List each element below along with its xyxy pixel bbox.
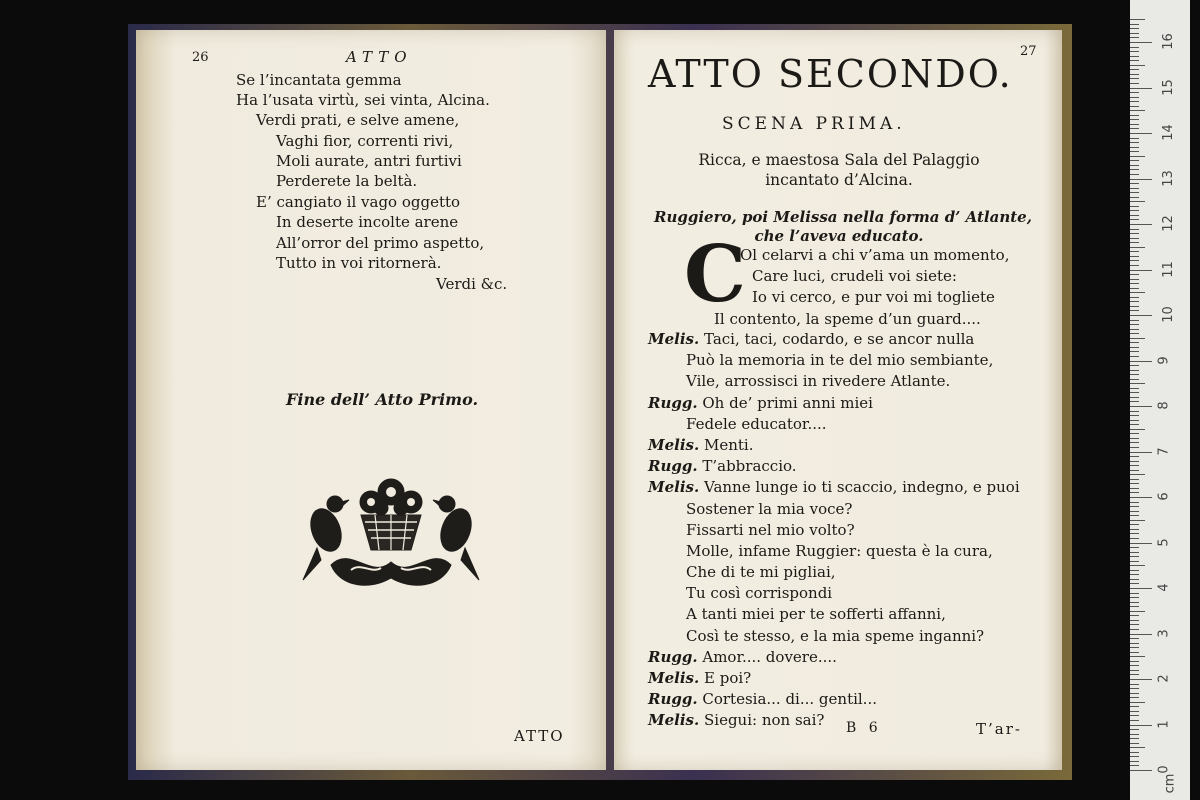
ruler-tick [1130, 684, 1139, 685]
ruler-tick [1130, 56, 1139, 57]
ruler-tick [1130, 256, 1139, 257]
signature-mark: B 6 [846, 720, 882, 736]
ruler-tick [1130, 561, 1139, 562]
line-text: Vile, arrossisci in rivedere Atlante. [686, 372, 951, 391]
ruler-tick [1130, 411, 1139, 412]
drop-cap: C [684, 229, 747, 320]
ruler-tick [1130, 492, 1139, 493]
ruler-tick [1130, 356, 1139, 357]
ruler-number: 15 [1160, 78, 1176, 96]
line-text: A tanti miei per te sofferti affanni, [686, 605, 946, 624]
ruler-tick [1130, 401, 1139, 402]
line-text: Menti. [704, 435, 754, 454]
ruler-tick [1130, 738, 1139, 739]
verse-line: Perderete la beltà. [276, 172, 418, 190]
speaker: Rugg. [648, 690, 698, 709]
dialogue-line [648, 584, 1048, 605]
ruler-tick [1130, 338, 1145, 339]
ruler-tick [1130, 511, 1139, 512]
page-number: 27 [1020, 44, 1037, 59]
ruler-tick [1130, 583, 1139, 584]
ruler-tick [1130, 124, 1139, 125]
ruler-tick [1130, 351, 1139, 352]
open-book [128, 24, 1072, 780]
ruler-tick [1130, 615, 1139, 616]
ruler-tick [1130, 119, 1139, 120]
ruler-number: 11 [1160, 260, 1176, 278]
ruler-tick [1130, 383, 1145, 384]
ruler-tick [1130, 579, 1139, 580]
ruler-tick [1130, 442, 1139, 443]
right-page [614, 30, 1062, 770]
speaker: Rugg. [648, 647, 698, 666]
dialogue-line [648, 457, 1048, 478]
line-text: Taci, taci, codardo, e se ancor nulla [704, 330, 975, 348]
ruler-tick [1130, 747, 1145, 748]
dialogue-line [648, 478, 1048, 499]
ruler-tick [1130, 661, 1139, 662]
ruler-tick [1130, 611, 1145, 612]
ruler-tick [1130, 247, 1145, 248]
ruler-number: 14 [1160, 124, 1176, 141]
ruler-tick [1130, 229, 1139, 230]
ruler-tick [1130, 279, 1139, 280]
ruler-tick [1130, 415, 1139, 416]
ruler-number: 4 [1156, 583, 1172, 592]
line-text: Molle, infame Ruggier: questa è la cura, [686, 541, 993, 560]
verse-line: Verdi &c. [436, 275, 508, 293]
ruler-tick [1130, 465, 1139, 466]
ruler-tick [1130, 147, 1139, 148]
ruler-tick [1130, 629, 1139, 630]
ruler-tick [1130, 424, 1139, 425]
ruler-tick [1130, 33, 1139, 34]
end-of-act: Fine dell’ Atto Primo. [286, 390, 479, 409]
ruler-number: 3 [1156, 628, 1172, 638]
verse-line: In deserte incolte arene [276, 213, 459, 231]
ruler-tick [1130, 697, 1139, 698]
fleuron-ornament-icon [291, 470, 491, 595]
ruler-tick [1130, 556, 1139, 557]
ruler-number: 0 [1156, 765, 1172, 774]
line-text: Fissarti nel mio volto? [686, 520, 855, 539]
ruler-tick [1130, 597, 1139, 598]
ruler-tick [1130, 24, 1139, 25]
ruler-tick [1130, 429, 1145, 430]
ruler-tick [1130, 679, 1152, 680]
left-page [136, 30, 606, 770]
ruler-tick [1130, 78, 1139, 79]
ruler-tick [1130, 83, 1139, 84]
ruler-tick [1130, 110, 1145, 111]
dialogue-line [648, 436, 1048, 457]
ruler-tick [1130, 242, 1139, 243]
ruler-number: 2 [1156, 674, 1172, 683]
dialogue-line [648, 669, 1048, 690]
ruler-tick [1130, 265, 1139, 266]
line-text: Tu così corrispondi [686, 584, 833, 603]
line-text: Oh de’ primi anni miei [702, 393, 873, 412]
ruler-tick [1130, 552, 1139, 553]
ruler-tick [1130, 470, 1139, 471]
ruler-tick [1130, 547, 1139, 548]
ruler-tick [1130, 115, 1139, 116]
ruler-tick [1130, 347, 1139, 348]
ruler-tick [1130, 301, 1139, 302]
ruler-tick [1130, 702, 1145, 703]
ruler-number: 5 [1156, 537, 1172, 547]
ruler-tick [1130, 37, 1139, 38]
ruler-tick [1130, 169, 1139, 170]
ruler-tick [1130, 188, 1139, 189]
ruler-tick [1130, 674, 1139, 675]
ruler-tick [1130, 165, 1139, 166]
ruler-tick [1130, 533, 1139, 534]
ruler-tick [1130, 251, 1139, 252]
ruler-unit: cm [1162, 773, 1178, 794]
ruler-tick [1130, 725, 1152, 726]
ruler-tick [1130, 665, 1139, 666]
catchword: ATTO [514, 727, 565, 745]
ruler-tick [1130, 142, 1139, 143]
ruler-tick [1130, 361, 1152, 362]
ruler-tick [1130, 620, 1139, 621]
persons-line: che l’aveva educato. [754, 227, 924, 245]
ruler-tick [1130, 693, 1139, 694]
measuring-ruler [1130, 0, 1190, 800]
line-text: Può la memoria in te del mio sembiante, [686, 351, 994, 370]
verse-line: Vaghi fior, correnti rivi, [276, 132, 454, 150]
dialogue-line [648, 415, 1048, 436]
ruler-tick [1130, 652, 1139, 653]
speaker: Melis. [648, 435, 700, 454]
line-text: Amor.... dovere.... [702, 647, 837, 666]
ruler-tick [1130, 224, 1152, 225]
speaker: Rugg. [648, 393, 698, 412]
ruler-tick [1130, 151, 1139, 152]
ruler-tick [1130, 715, 1139, 716]
ruler-tick [1130, 593, 1139, 594]
ruler-number: 1 [1156, 719, 1172, 729]
ruler-tick [1130, 565, 1145, 566]
dialogue-line [648, 372, 1048, 393]
verse-line: Se l’incantata gemma [236, 71, 402, 89]
ruler-tick [1130, 479, 1139, 480]
ruler-tick [1130, 365, 1139, 366]
ruler-tick [1130, 456, 1139, 457]
speaker: Melis. [648, 669, 700, 687]
ruler-tick [1130, 283, 1139, 284]
ruler-tick [1130, 88, 1152, 89]
verse-line: Tutto in voi ritornerà. [276, 254, 442, 272]
ruler-tick [1130, 624, 1139, 625]
ruler-tick [1130, 197, 1139, 198]
line-text: T’abbraccio. [702, 457, 797, 476]
dialogue-line [648, 627, 1048, 648]
ruler-number: 7 [1156, 446, 1172, 456]
page-number: 26 [192, 50, 209, 65]
ruler-tick [1130, 274, 1139, 275]
verse-line: Moli aurate, antri furtivi [276, 152, 462, 170]
scene-title: SCENA PRIMA. [722, 114, 906, 134]
ruler-tick [1130, 515, 1139, 516]
ruler-tick [1130, 670, 1139, 671]
ruler-tick [1130, 260, 1139, 261]
ruler-tick [1130, 538, 1139, 539]
ruler-tick [1130, 588, 1152, 589]
ruler-tick [1130, 761, 1139, 762]
ruler-tick [1130, 574, 1139, 575]
ruler-tick [1130, 643, 1139, 644]
dialogue-line [648, 542, 1048, 563]
ruler-tick [1130, 342, 1139, 343]
dialogue-line [648, 330, 1048, 351]
ruler-tick [1130, 69, 1139, 70]
ruler-tick [1130, 238, 1139, 239]
ruler-tick [1130, 160, 1139, 161]
ruler-number: 13 [1160, 169, 1176, 187]
dialogue-line [648, 605, 1048, 626]
ruler-tick [1130, 647, 1139, 648]
ruler-tick [1130, 706, 1139, 707]
ruler-tick [1130, 770, 1152, 771]
line-text: Così te stesso, e la mia speme inganni? [686, 626, 985, 645]
ruler-tick [1130, 270, 1152, 271]
speaker: Melis. [648, 711, 700, 730]
dialogue-line [648, 500, 1048, 521]
ruler-tick [1130, 420, 1139, 421]
ruler-tick [1130, 133, 1152, 134]
ruler-tick [1130, 97, 1139, 98]
speaker: Rugg. [648, 457, 698, 476]
ruler-tick [1130, 174, 1139, 175]
ruler-number: 9 [1156, 355, 1172, 365]
ruler-tick [1130, 333, 1139, 334]
ruler-tick [1130, 320, 1139, 321]
ruler-number: 12 [1160, 215, 1176, 232]
line-text: Che di te mi pigliai, [686, 563, 836, 582]
ruler-tick [1130, 570, 1139, 571]
ruler-tick [1130, 288, 1139, 289]
dialogue-line [648, 394, 1048, 415]
ruler-tick [1130, 101, 1139, 102]
ruler-tick [1130, 19, 1145, 20]
ruler-tick [1130, 506, 1139, 507]
ruler-tick [1130, 183, 1139, 184]
ruler-tick [1130, 206, 1139, 207]
verse-line: Io vi cerco, e pur voi mi togliete [752, 288, 995, 306]
ruler-tick [1130, 729, 1139, 730]
ruler-number: 10 [1160, 306, 1176, 323]
ruler-tick [1130, 447, 1139, 448]
ruler-tick [1130, 233, 1139, 234]
ruler-tick [1130, 215, 1139, 216]
ruler-tick [1130, 92, 1139, 93]
verse-line: Verdi prati, e selve amene, [256, 111, 460, 129]
ruler-tick [1130, 42, 1152, 43]
ruler-tick [1130, 752, 1139, 753]
verse-line: E’ cangiato il vago oggetto [256, 193, 461, 211]
dialogue-line [648, 521, 1048, 542]
ruler-tick [1130, 452, 1152, 453]
ruler-tick [1130, 60, 1139, 61]
ruler-tick [1130, 765, 1139, 766]
line-text: Siegui: non sai? [704, 711, 825, 730]
ruler-tick [1130, 292, 1145, 293]
ruler-tick [1130, 47, 1139, 48]
dialogue-line [648, 690, 1048, 711]
ruler-tick [1130, 329, 1139, 330]
ruler-tick [1130, 138, 1139, 139]
speaker: Melis. [648, 330, 700, 348]
ruler-tick [1130, 192, 1139, 193]
verse-line: Care luci, crudeli voi siete: [752, 267, 957, 285]
persons-line: Ruggiero, poi Melissa nella forma d’ Atlante, [654, 208, 1032, 226]
ruler-tick [1130, 634, 1152, 635]
ruler-number: 6 [1156, 492, 1172, 501]
verse-line: All’orror del primo aspetto, [276, 234, 485, 252]
ruler-tick [1130, 520, 1145, 521]
line-text: Cortesia... di... gentil... [702, 690, 877, 709]
ruler-tick [1130, 638, 1139, 639]
ruler-tick [1130, 656, 1145, 657]
ruler-tick [1130, 156, 1145, 157]
ruler-tick [1130, 488, 1139, 489]
ruler-tick [1130, 529, 1139, 530]
ruler-tick [1130, 406, 1152, 407]
ruler-tick [1130, 315, 1152, 316]
line-text: Vanne lunge io ti scaccio, indegno, e puoi [704, 478, 1020, 497]
ruler-tick [1130, 743, 1139, 744]
verse-line: Ha l’usata virtù, sei vinta, Alcina. [236, 91, 490, 109]
ruler-tick [1130, 606, 1139, 607]
setting-line: Ricca, e maestosa Sala del Palaggio [698, 151, 980, 169]
verse-line: Ol celarvi a chi v’ama un momento, [740, 246, 1010, 264]
ruler-tick [1130, 734, 1139, 735]
ruler-tick [1130, 483, 1139, 484]
ruler-tick [1130, 438, 1139, 439]
ruler-tick [1130, 602, 1139, 603]
ruler-tick [1130, 433, 1139, 434]
dialogue-line [648, 351, 1048, 372]
line-text: Sostener la mia voce? [686, 499, 853, 518]
running-head: ATTO [346, 48, 413, 66]
ruler-tick [1130, 497, 1152, 498]
ruler-tick [1130, 688, 1139, 689]
ruler-tick [1130, 388, 1139, 389]
setting-line: incantato d’Alcina. [765, 171, 913, 189]
ruler-tick [1130, 379, 1139, 380]
ruler-tick [1130, 397, 1139, 398]
ruler-tick [1130, 306, 1139, 307]
catchword: T’ar- [976, 720, 1022, 738]
ruler-tick [1130, 65, 1145, 66]
ruler-tick [1130, 756, 1139, 757]
ruler-tick [1130, 461, 1139, 462]
ruler-number: 8 [1156, 401, 1172, 410]
act-title: ATTO SECONDO. [648, 52, 1013, 96]
line-text: Fedele educator.... [686, 414, 827, 433]
ruler-tick [1130, 370, 1139, 371]
ruler-tick [1130, 524, 1139, 525]
ruler-tick [1130, 28, 1139, 29]
speaker: Melis. [648, 478, 700, 497]
ruler-tick [1130, 502, 1139, 503]
ruler-tick [1130, 201, 1145, 202]
ruler-tick [1130, 324, 1139, 325]
ruler-tick [1130, 310, 1139, 311]
ruler-tick [1130, 219, 1139, 220]
line-text: E poi? [704, 669, 752, 687]
ruler-tick [1130, 210, 1139, 211]
dialogue-line [648, 563, 1048, 584]
ruler-tick [1130, 106, 1139, 107]
ruler-tick [1130, 720, 1139, 721]
ruler-tick [1130, 392, 1139, 393]
ruler-tick [1130, 374, 1139, 375]
ruler-tick [1130, 297, 1139, 298]
ruler-tick [1130, 474, 1145, 475]
ruler-tick [1130, 543, 1152, 544]
ruler-tick [1130, 74, 1139, 75]
ruler-tick [1130, 51, 1139, 52]
ruler-tick [1130, 128, 1139, 129]
scene-setting [674, 150, 1004, 190]
dialogue-line [648, 648, 1048, 669]
ruler-tick [1130, 179, 1152, 180]
ruler-tick [1130, 711, 1139, 712]
ruler-number: 16 [1160, 33, 1176, 50]
verse-line: Il contento, la speme d’un guard.... [714, 310, 981, 328]
dialogue [648, 330, 1048, 733]
